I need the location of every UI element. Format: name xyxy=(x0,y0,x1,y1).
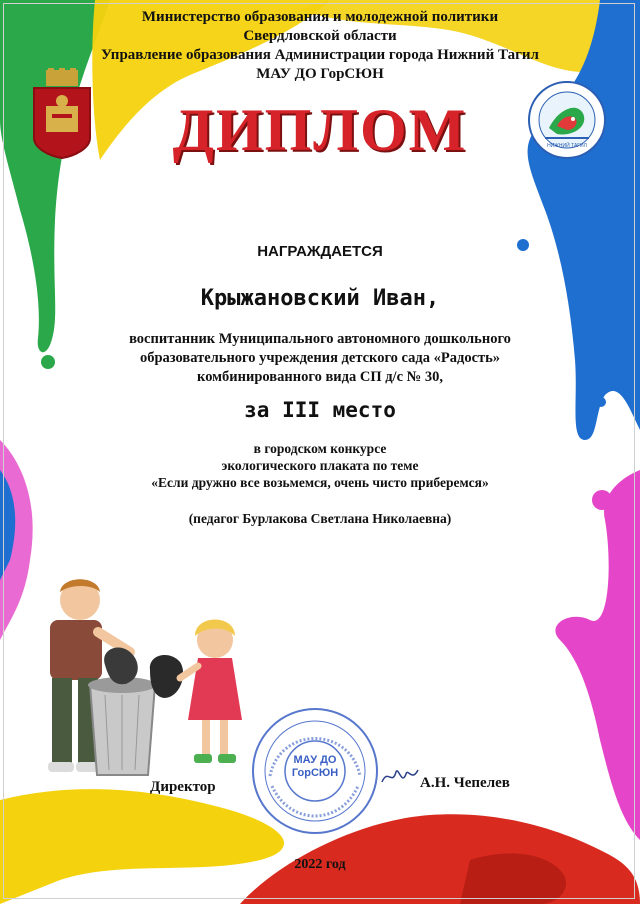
description-line-2: образовательного учреждения детского сада «Радость» xyxy=(139,350,501,366)
description-line-1: воспитанник Муниципального автономного дошкольного xyxy=(129,331,511,347)
stamp-text: МАУ ДО ГорСЮН xyxy=(291,754,339,779)
year-label: 2022 год xyxy=(294,857,346,872)
description-line-3: комбинированного вида СП д/с № 30, xyxy=(197,369,443,385)
diploma-title: ДИПЛОМ xyxy=(172,97,468,163)
organization-line: МАУ ДО ГорСЮН xyxy=(256,66,384,82)
director-name: А.Н. Чепелев xyxy=(420,775,510,791)
contest-line-1: в городском конкурсе xyxy=(253,441,387,456)
director-label: Директор xyxy=(150,779,216,795)
coat-of-arms-icon xyxy=(30,68,94,160)
department-line: Управление образования Администрации города Нижний Тагил xyxy=(101,47,539,63)
teacher-line: (педагог Бурлакова Светлана Николаевна) xyxy=(188,511,452,526)
ministry-line: Министерство образования и молодежной политики xyxy=(141,9,499,25)
contest-line-2: экологического плаката по теме xyxy=(221,458,419,473)
organization-logo-icon xyxy=(527,80,607,160)
signature-icon xyxy=(380,760,420,790)
children-illustration xyxy=(30,570,260,790)
awarded-label: НАГРАЖДАЕТСЯ xyxy=(257,243,383,260)
recipient-description xyxy=(70,330,570,387)
contest-line-3: «Если дружно все возьмемся, очень чисто приберемся» xyxy=(151,475,489,490)
region-line: Свердловской области xyxy=(243,28,397,44)
svg-text:НИЖНИЙ ТАГИЛ: НИЖНИЙ ТАГИЛ xyxy=(547,143,587,149)
award-place: за III место xyxy=(244,398,396,422)
contest-description xyxy=(60,440,580,491)
recipient-name: Крыжановский Иван, xyxy=(200,286,440,311)
